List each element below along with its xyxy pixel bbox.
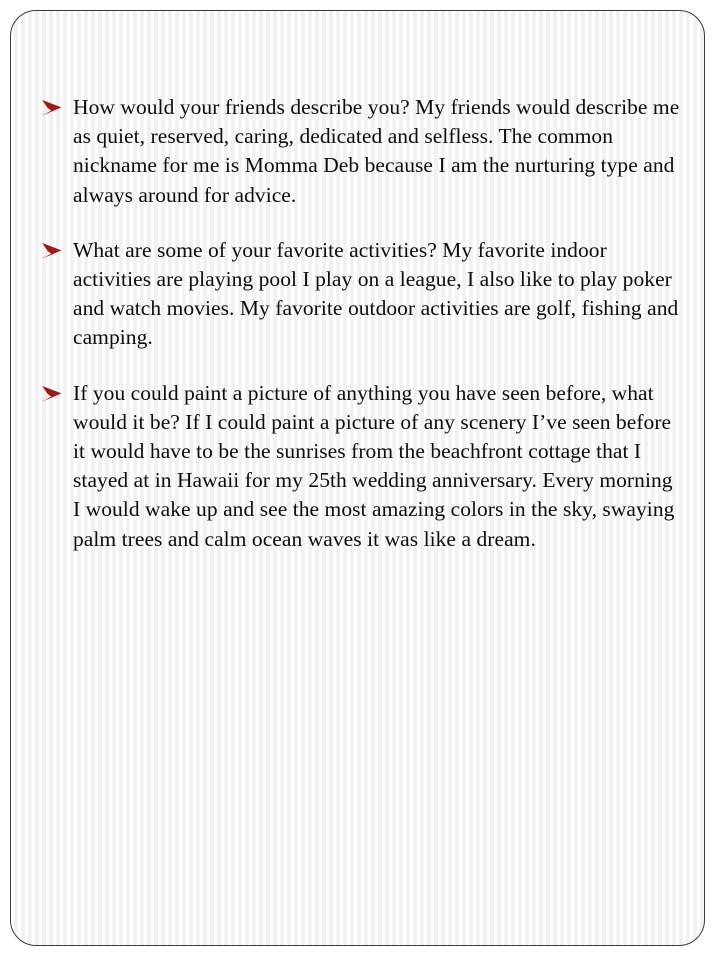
list-item-text: What are some of your favorite activities? My favorite indoor activities are playing pool I play on a league, I also like to play poker and watch movies. My favorite outdoor activities are golf, fishing and camping. [73, 237, 679, 350]
list-item[interactable] [35, 379, 683, 554]
arrowhead-bullet-icon [41, 242, 63, 260]
list-item[interactable] [35, 93, 683, 210]
slide-canvas [10, 10, 705, 946]
list-item[interactable] [35, 236, 683, 353]
list-item-text: How would your friends describe you? My friends would describe me as quiet, reserved, caring, dedicated and selfless. The common nickname for me is Momma Deb because I am the nurturing type and always around for advice. [73, 95, 680, 207]
bullet-list [35, 93, 683, 554]
list-item-text: If you could paint a picture of anything you have seen before, what would it be? If I could paint a picture of any scenery I’ve seen before it would have to be the sunrises from the beachfront cottage that I stayed at in Hawaii for my 25th wedding anniversary. Every morning I would wake up and see the most amazing colors in the sky, swaying palm trees and calm ocean waves it was like a dream. [73, 380, 675, 551]
arrowhead-bullet-icon [41, 385, 63, 403]
arrowhead-bullet-icon [41, 99, 63, 117]
